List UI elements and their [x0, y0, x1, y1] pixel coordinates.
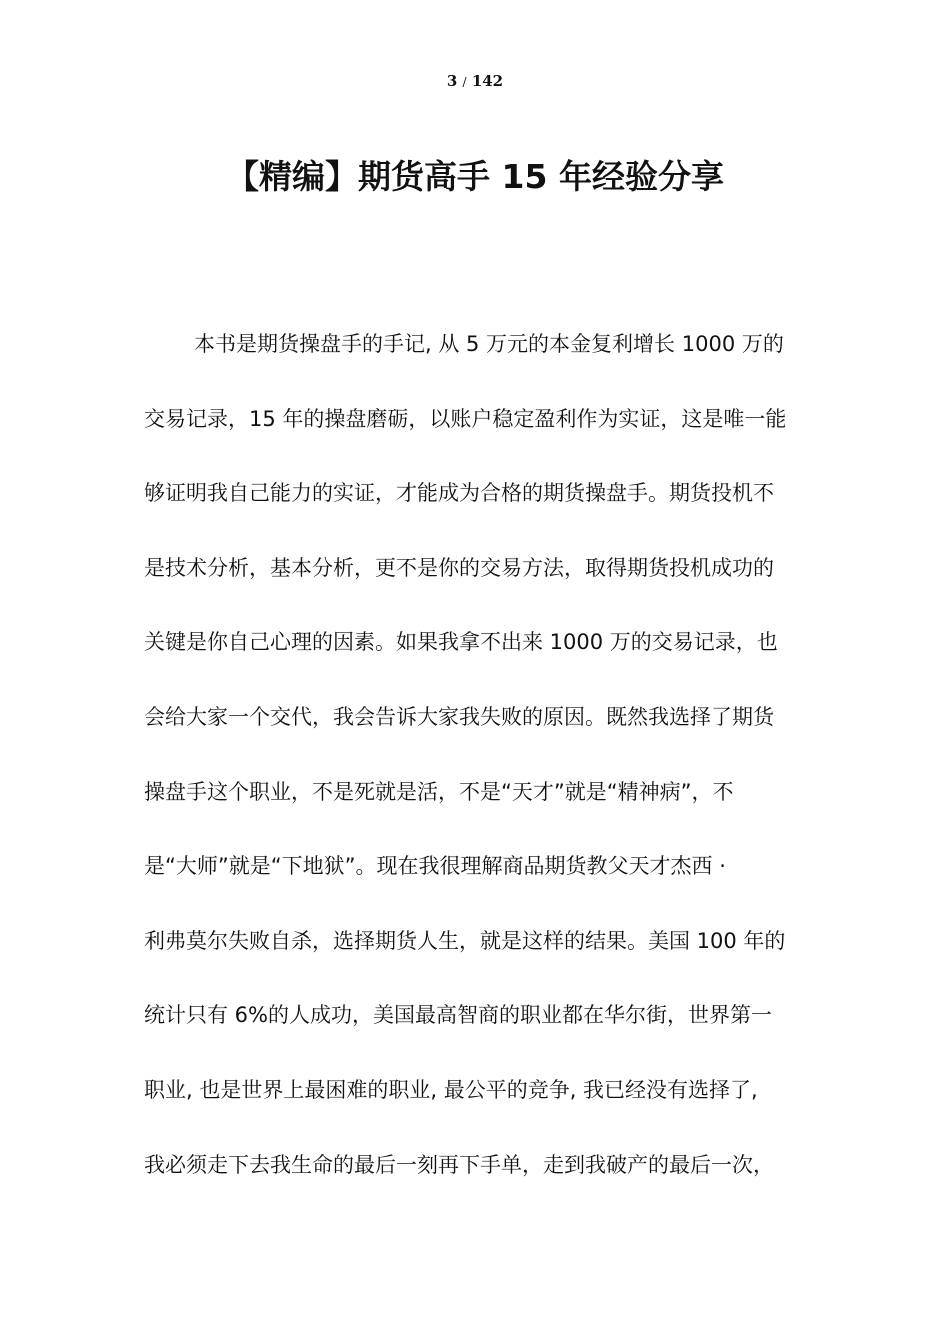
body-paragraph: [144, 324, 806, 1219]
text-line: 交易记录，15 年的操盘磨砺，以账户稳定盈利作为实证，这是唯一能: [144, 406, 787, 431]
text-line: 关键是你自己心理的因素。如果我拿不出来 1000 万的交易记录，也: [144, 630, 778, 655]
text-line: 是技术分析，基本分析，更不是你的交易方法，取得期货投机成功的: [144, 555, 774, 580]
text-line: 统计只有 6%的人成功，美国最高智商的职业都在华尔街，世界第一: [144, 1003, 772, 1028]
text-line: 我必须走下去我生命的最后一刻再下手单，走到我破产的最后一次，: [144, 1152, 774, 1177]
document-title: 【精编】期货高手 15 年经验分享: [226, 157, 724, 196]
text-line: 是“大师”就是“下地狱”。现在我很理解商品期货教父天才杰西 ·: [144, 854, 726, 879]
text-line: 操盘手这个职业，不是死就是活，不是“天才”就是“精神病”，不: [144, 779, 734, 804]
text-line: 会给大家一个交代，我会告诉大家我失败的原因。既然我选择了期货: [144, 704, 774, 729]
page-number: [0, 70, 950, 93]
page-total: 142: [471, 72, 504, 90]
text-line: 够证明我自己能力的实证，才能成为合格的期货操盘手。期货投机不: [144, 481, 774, 506]
page-current: 3: [446, 72, 458, 90]
page-separator: /: [462, 75, 467, 89]
text-line: 本书是期货操盘手的手记, 从 5 万元的本金复利增长 1000 万的: [194, 332, 784, 356]
text-line: 利弗莫尔失败自杀，选择期货人生，就是这样的结果。美国 100 年的: [144, 928, 786, 953]
text-line: 职业, 也是世界上最困难的职业, 最公平的竞争, 我已经没有选择了,: [144, 1077, 758, 1102]
